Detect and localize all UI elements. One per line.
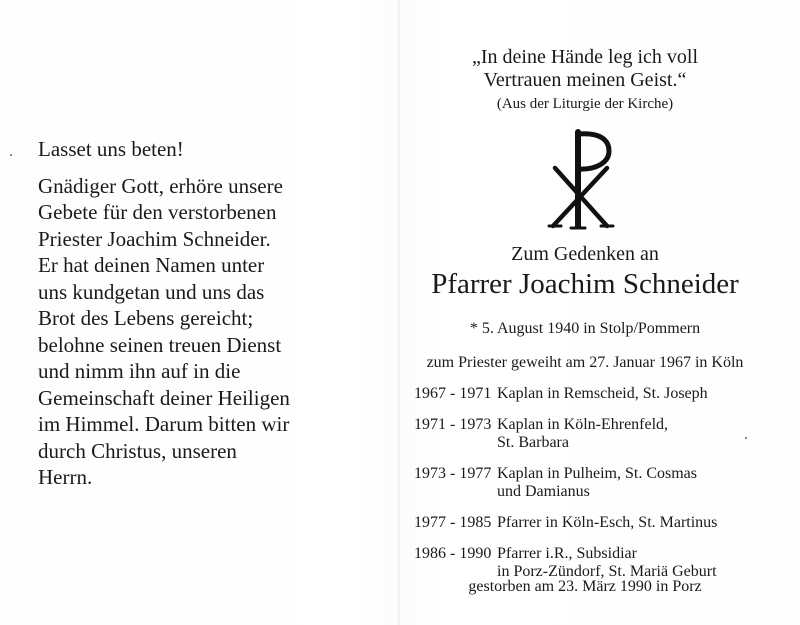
career-description [497, 385, 764, 403]
career-entry [414, 545, 764, 581]
career-line: und Damianus [497, 483, 590, 500]
career-entry [414, 465, 764, 501]
career-description [497, 514, 764, 532]
birth-date: * 5. August 1940 in Stolp/Pommern [469, 320, 701, 337]
prayer-line: und nimm ihn auf in die [38, 359, 241, 383]
prayer-line: im Himmel. Darum bitten wir [38, 412, 290, 436]
prayer-line: Gebete für den verstorbenen [38, 200, 277, 224]
career-years: 1973 - 1977 [414, 465, 492, 482]
career-entry [414, 385, 764, 403]
paper-speck [10, 154, 12, 156]
prayer-line: belohne seinen treuen Dienst [38, 332, 282, 357]
career-line: Kaplan in Remscheid, St. Joseph [497, 385, 708, 402]
prayer-text [38, 136, 358, 491]
quote-line-1: „In deine Hände leg ich voll [471, 46, 699, 68]
prayer-line: durch Christus, unseren [38, 438, 237, 463]
prayer-line: Er hat deinen Namen unter [38, 253, 265, 277]
chi-rho-icon [545, 128, 619, 232]
career-entry [414, 416, 764, 452]
quote-source: (Aus der Liturgie der Kirche) [496, 96, 674, 112]
quote-line-2: Vertrauen meinen Geist.“ [483, 69, 687, 91]
career-line: in Porz-Zündorf, St. Mariä Geburt [497, 563, 717, 580]
prayer-line: uns kundgetan und uns das [38, 279, 265, 304]
career-years: 1986 - 1990 [414, 545, 492, 562]
scripture-quote [412, 46, 758, 114]
memorial-intro: Zum Gedenken an [511, 243, 659, 265]
career-entry [414, 514, 764, 532]
career-description [497, 545, 764, 581]
career-years: 1971 - 1973 [414, 416, 492, 433]
prayer-line: Priester Joachim Schneider. [38, 226, 271, 251]
career-line: Kaplan in Pulheim, St. Cosmas [497, 465, 697, 482]
career-line: St. Barbara [497, 434, 569, 451]
career-years: 1967 - 1971 [414, 385, 492, 402]
career-description [497, 465, 764, 501]
career-line: Pfarrer in Köln-Esch, St. Martinus [497, 514, 718, 531]
career-line: Kaplan in Köln-Ehrenfeld, [497, 416, 669, 433]
prayer-line: Gnädiger Gott, erhöre unsere [38, 173, 283, 198]
prayer-line: Gemeinschaft deiner Heiligen [38, 385, 290, 410]
career-list [414, 385, 764, 594]
death-date: gestorben am 23. März 1990 in Porz [468, 578, 702, 595]
fold-line [398, 0, 400, 625]
prayer-line: Brot des Lebens gereicht; [38, 306, 254, 330]
career-description [497, 416, 764, 452]
career-years: 1977 - 1985 [414, 514, 492, 531]
ordination-date: zum Priester geweiht am 27. Januar 1967 in Köln [426, 354, 744, 371]
prayer-heading: Lasset uns beten! [38, 137, 184, 161]
prayer-line: Herrn. [38, 465, 93, 489]
deceased-name: Pfarrer Joachim Schneider [431, 268, 739, 300]
career-line: Pfarrer i.R., Subsidiar [497, 545, 637, 562]
